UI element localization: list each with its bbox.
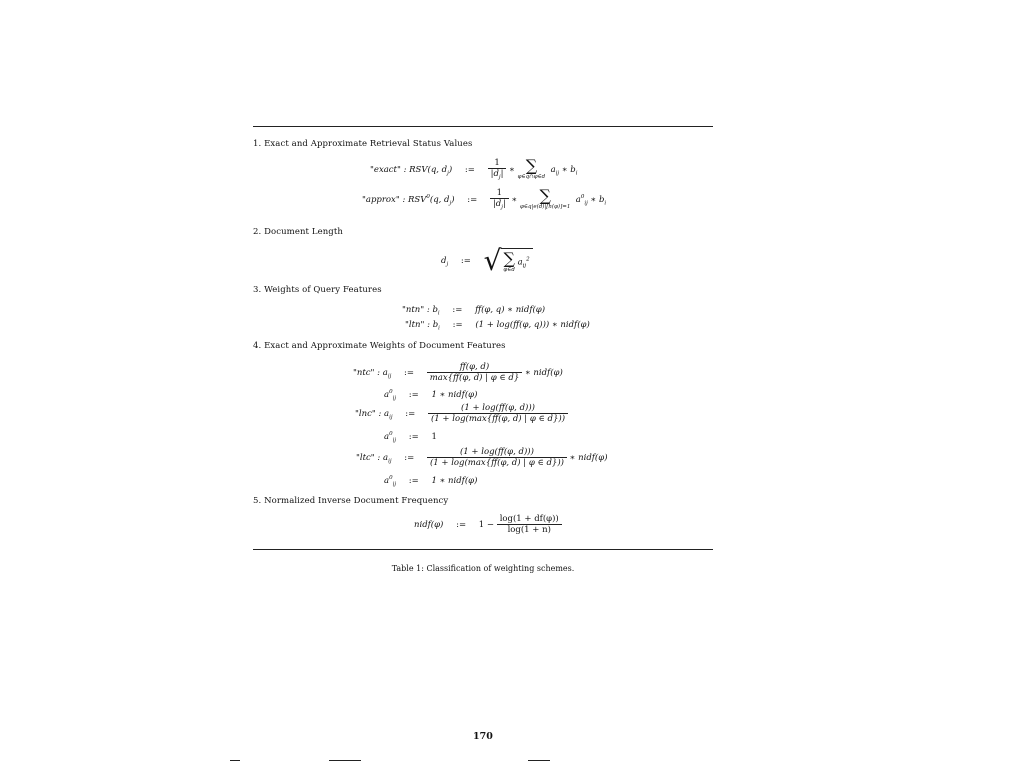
- table-bottom-rule: [253, 549, 713, 550]
- equation-ltc: "ltc" : $a_{ij}$ := $\frac{(1 + \log(ff(\varphi, d)))}{(1 + \log(\max\{ff(\varphi, d) | \varphi \in d\}))}$ ∗ nidf(φ): [356, 447, 608, 468]
- section-title-5: 5. Normalized Inverse Document Frequency: [253, 496, 449, 506]
- equation-lnc: "lnc" : $a_{ij}$ := $\frac{(1 + \log(ff(\varphi, d)))}{(1 + \log(\max\{ff(\varphi, d) | \varphi \in d\}))}$: [355, 403, 568, 424]
- equation-nidf: nidf(φ) := 1 − $\frac{\log(1 + df(\varphi))}{\log(1 + n)}$: [414, 514, 562, 535]
- equation-document-length: $d_j$ := √ ∑ φ∈d $a_{ij}^2$: [441, 244, 533, 277]
- table-caption: Table 1: Classification of weighting schemes.: [391, 564, 575, 573]
- equation-ntc-approx: $a^0_{ij}$ := 1 ∗ nidf(φ): [384, 389, 478, 402]
- section-title-2: 2. Document Length: [253, 227, 343, 237]
- table-top-rule: [253, 126, 713, 127]
- equation-ntc: "ntc" : $a_{ij}$ := $\frac{ff(\varphi, d)}{\max\{ff(\varphi, d) | \varphi \in d\}}$ ∗ nidf(φ): [353, 362, 563, 383]
- scan-artifact: [329, 760, 361, 761]
- page-number: 170: [473, 731, 493, 742]
- section-title-1: 1. Exact and Approximate Retrieval Status Values: [253, 139, 473, 149]
- equation-ltn: "ltn" : $b_i$ := (1 + log(ff(φ, q))) ∗ nidf(φ): [405, 320, 590, 332]
- section-title-4: 4. Exact and Approximate Weights of Document Features: [253, 341, 506, 351]
- equation-approx-rsv: "approx" : RSV$^0$(q, $d_j$) := $\frac{1}{|d_j|}$ ∗ ∑ φ∈q|e(d)|[h(φ)]=1 $a^0_{ij}$ ∗ $b_i$: [362, 186, 607, 211]
- section-title-3: 3. Weights of Query Features: [253, 285, 382, 295]
- equation-exact-rsv: "exact" : RSV(q, $d_j$) := $\frac{1}{|d_j|}$ ∗ ∑ φ∈q∩φ∈d $a_{ij}$ ∗ $b_i$: [370, 156, 578, 181]
- equation-ntn: "ntn" : $b_i$ := ff(φ, q) ∗ nidf(φ): [402, 305, 546, 317]
- equation-ltc-approx: $a^0_{ij}$ := 1 ∗ nidf(φ): [384, 475, 478, 488]
- scan-artifact: [230, 760, 240, 761]
- equation-lnc-approx: $a^0_{ij}$ := 1: [384, 431, 437, 444]
- scan-artifact: [528, 760, 550, 761]
